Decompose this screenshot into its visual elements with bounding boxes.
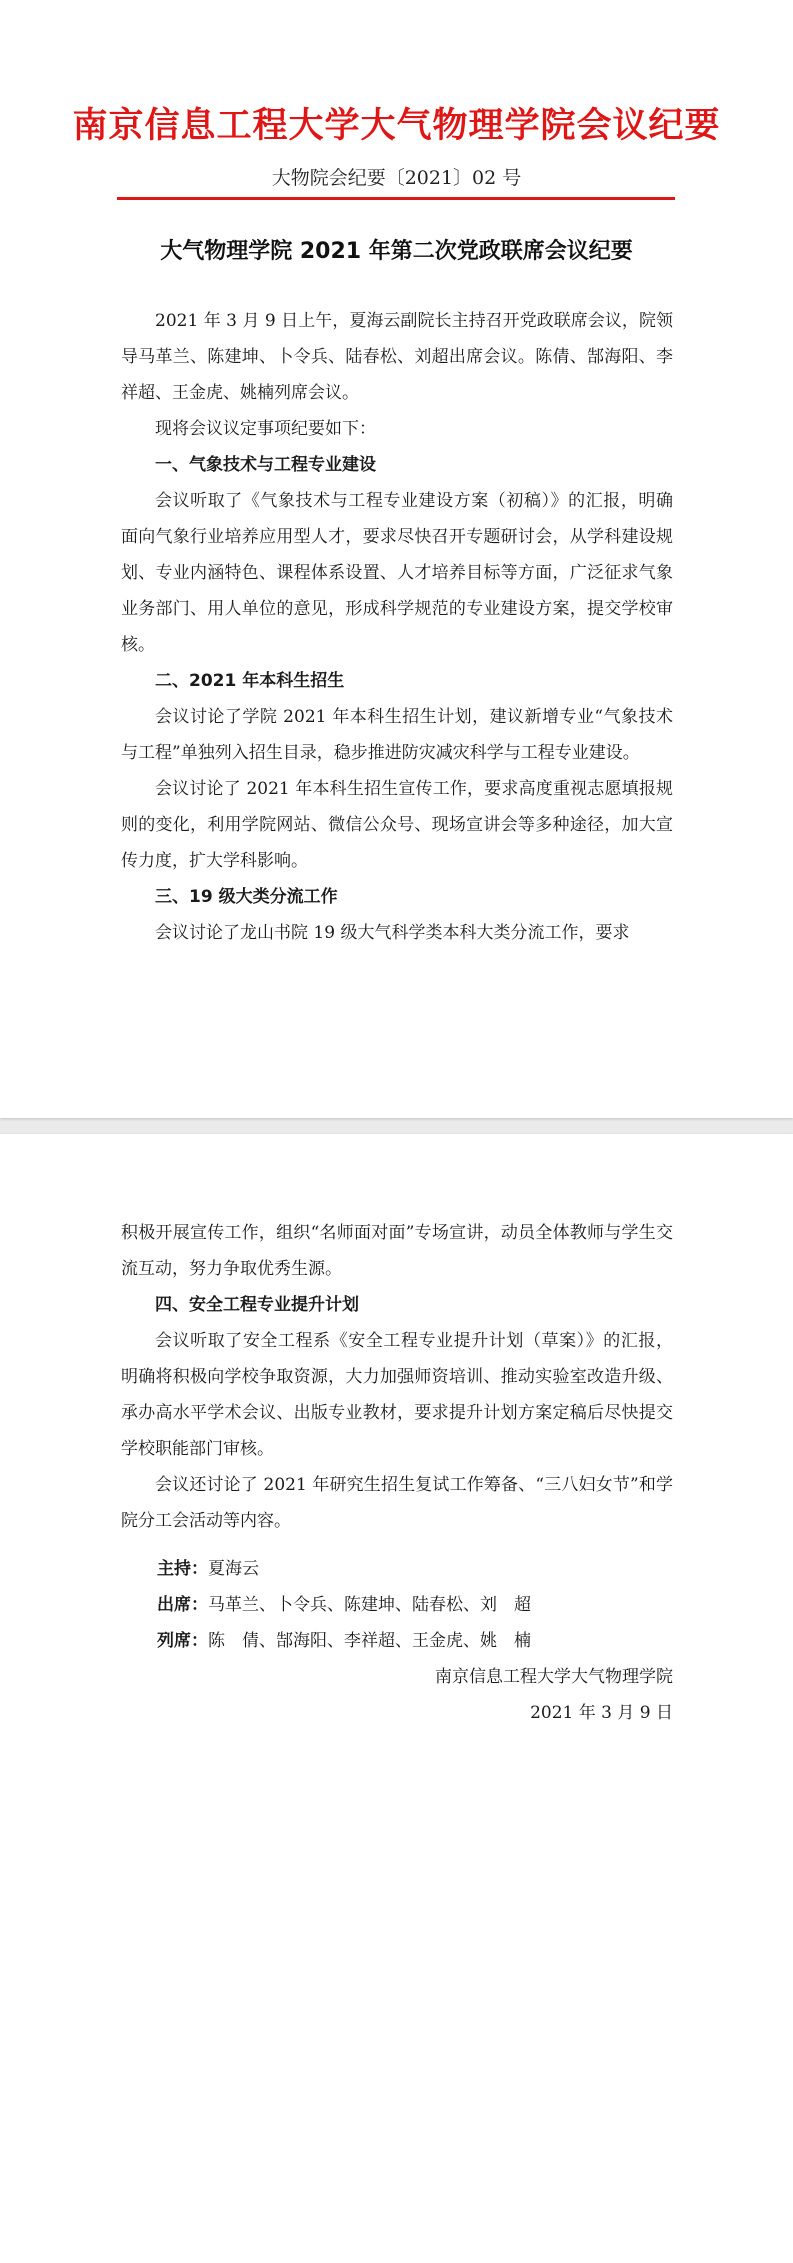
section-3-body-end: 积极开展宣传工作，组织“名师面对面”专场宣讲，动员全体教师与学生交流互动，努力争取优秀生源。	[121, 1223, 673, 1279]
attendees-names: 马革兰、卜令兵、陈建坤、陆春松、刘 超	[208, 1595, 531, 1615]
page-2-body	[121, 1215, 673, 1731]
observers-line	[121, 1623, 673, 1659]
section-3-body-start: 会议讨论了龙山书院 19 级大气科学类本科大类分流工作，要求	[155, 923, 630, 943]
section-2-body-2: 会议讨论了 2021 年本科生招生宣传工作，要求高度重视志愿填报规则的变化，利用学院网站、微信公众号、现场宣讲会等多种途径，加大宣传力度，扩大学科影响。	[121, 779, 673, 871]
attendees-label: 出席：	[157, 1595, 208, 1615]
section-2-body-1: 会议讨论了学院 2021 年本科生招生计划，建议新增专业“气象技术与工程”单独列入招生目录，稳步推进防灾减灾科学与工程专业建设。	[121, 707, 673, 763]
section-4-heading: 四、安全工程专业提升计划	[155, 1295, 359, 1315]
attendees-line	[121, 1587, 673, 1623]
section-1-body: 会议听取了《气象技术与工程专业建设方案（初稿）》的汇报，明确面向气象行业培养应用型人才，要求尽快召开专题研讨会，从学科建设规划、专业内涵特色、课程体系设置、人才培养目标等方面，广泛征求气象业务部门、用人单位的意见，形成科学规范的专业建设方案，提交学校审核。	[121, 491, 673, 655]
other-items-paragraph: 会议还讨论了 2021 年研究生招生复试工作筹备、“三八妇女节”和学院分工会活动等内容。	[121, 1475, 673, 1531]
summary-lead: 现将会议议定事项纪要如下：	[155, 419, 376, 439]
observers-label: 列席：	[157, 1631, 208, 1651]
issue-date: 2021 年 3 月 9 日	[530, 1703, 673, 1723]
issuing-organization: 南京信息工程大学大气物理学院	[435, 1667, 673, 1687]
host-names: 夏海云	[208, 1559, 259, 1579]
letterhead-title: 南京信息工程大学大气物理学院会议纪要	[72, 105, 721, 146]
intro-paragraph: 2021 年 3 月 9 日上午，夏海云副院长主持召开党政联席会议，院领导马革兰、陈建坤、卜令兵、陆春松、刘超出席会议。陈倩、郜海阳、李祥超、王金虎、姚楠列席会议。	[121, 311, 673, 403]
document-title: 大气物理学院 2021 年第二次党政联席会议纪要	[160, 239, 633, 264]
host-line	[121, 1551, 673, 1587]
red-divider-line	[117, 197, 675, 200]
section-2-heading: 二、2021 年本科生招生	[155, 671, 345, 691]
document-number: 大物院会纪要〔2021〕02 号	[271, 167, 522, 189]
document-page-1	[0, 0, 793, 1118]
host-label: 主持：	[157, 1559, 208, 1579]
page-1-body	[121, 303, 673, 951]
section-1-heading: 一、气象技术与工程专业建设	[155, 455, 376, 475]
section-3-heading: 三、19 级大类分流工作	[155, 887, 338, 907]
section-4-body: 会议听取了安全工程系《安全工程专业提升计划（草案）》的汇报，明确将积极向学校争取资源，大力加强师资培训、推动实验室改造升级、承办高水平学术会议、出版专业教材，要求提升计划方案定稿后尽快提交学校职能部门审核。	[121, 1331, 673, 1459]
observers-names: 陈 倩、郜海阳、李祥超、王金虎、姚 楠	[208, 1631, 531, 1651]
